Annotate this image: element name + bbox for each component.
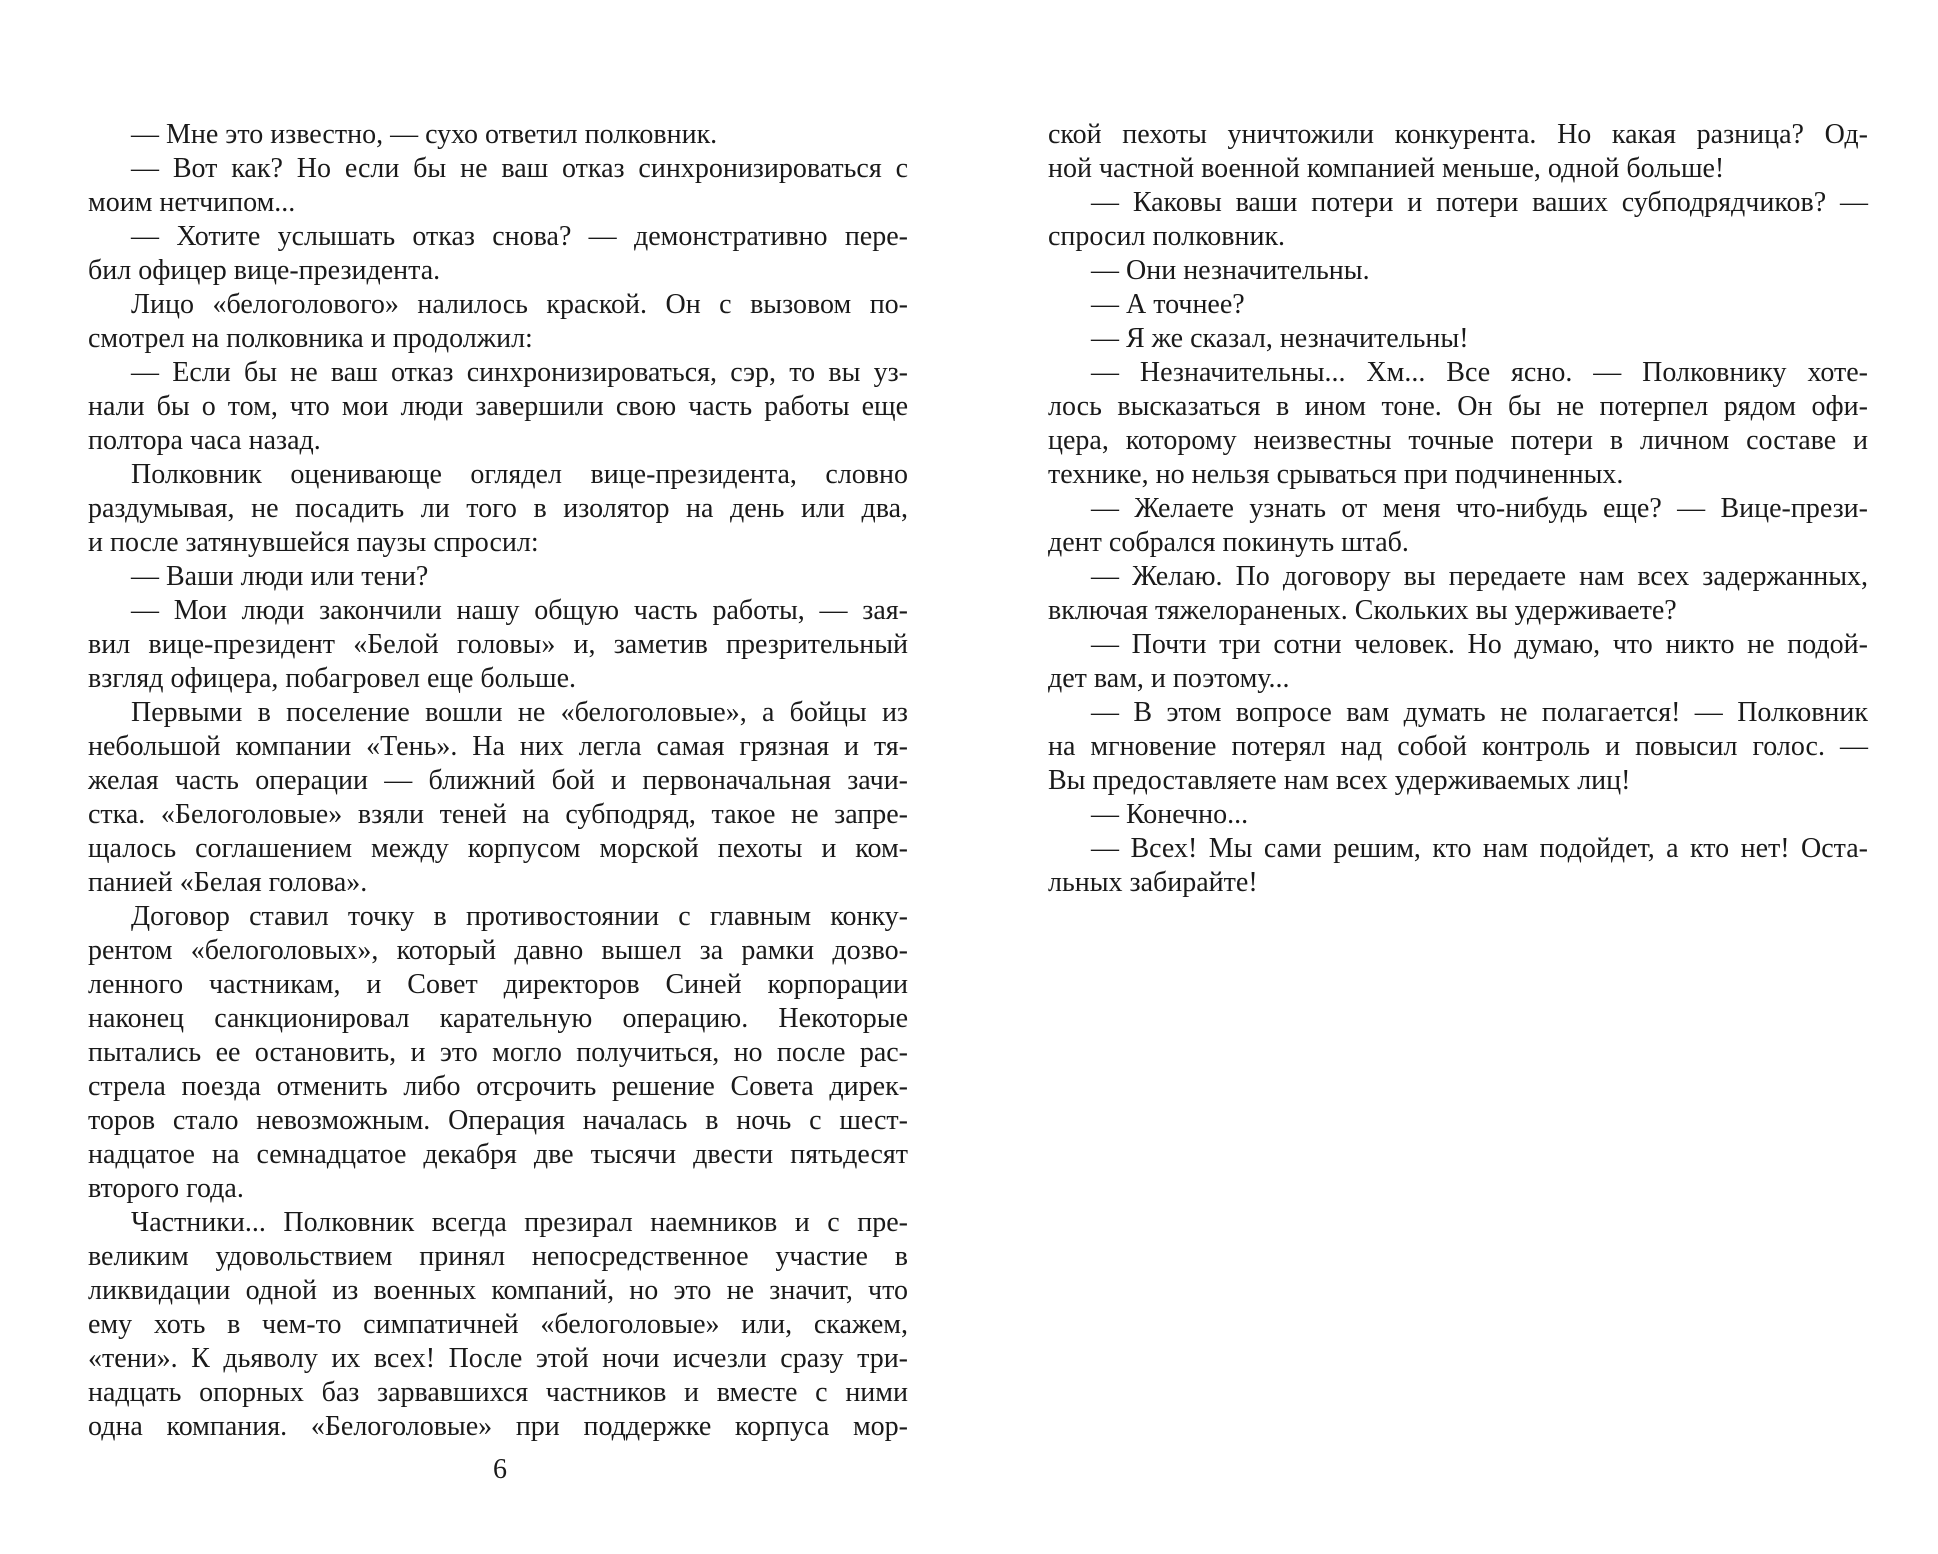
text-line: — Незначительны... Хм... Все ясно. — Полковнику хоте- — [1091, 357, 1868, 388]
text-line: Первыми в поселение вошли не «белоголовые», а бойцы из — [131, 697, 908, 728]
text-line: — Почти три сотни человек. Но думаю, что никто не подой- — [1091, 629, 1868, 660]
text-line: смотрел на полковника и продолжил: — [88, 323, 533, 354]
text-line: вил вице-президент «Белой головы» и, заметив презрительный — [88, 629, 908, 660]
text-line: на мгновение потерял над собой контроль и повысил голос. — — [1048, 731, 1868, 762]
text-line: — Конечно... — [1091, 799, 1249, 830]
text-line: — Я же сказал, незначительны! — [1091, 323, 1469, 354]
text-line: нали бы о том, что мои люди завершили свою часть работы еще — [88, 391, 908, 422]
text-line: небольшой компании «Тень». На них легла самая грязная и тя- — [88, 731, 908, 762]
text-line: спросил полковник. — [1048, 221, 1286, 252]
text-line: полтора часа назад. — [88, 425, 321, 456]
text-line: надцать опорных баз зарвавшихся частников и вместе с ними — [88, 1377, 908, 1408]
text-line: — Мне это известно, — сухо ответил полковник. — [131, 119, 718, 150]
text-line: — Если бы не ваш отказ синхронизироваться, сэр, то вы уз- — [131, 357, 908, 388]
text-line: надцатое на семнадцатое декабря две тысячи двести пятьдесят — [88, 1139, 908, 1170]
text-line: — Желаю. По договору вы передаете нам всех задержанных, — [1091, 561, 1868, 592]
text-line: ной частной военной компанией меньше, одной больше! — [1048, 153, 1725, 184]
text-line: моим нетчипом... — [88, 187, 296, 218]
text-line: стка. «Белоголовые» взяли теней на субподряд, такое не запре- — [88, 799, 908, 830]
text-line: «тени». К дьяволу их всех! После этой ночи исчезли сразу три- — [88, 1343, 908, 1374]
text-line: лось высказаться в ином тоне. Он бы не потерпел рядом офи- — [1048, 391, 1868, 422]
text-line: дент собрался покинуть штаб. — [1048, 527, 1409, 558]
text-line: торов стало невозможным. Операция началась в ночь с шест- — [88, 1105, 908, 1136]
text-line: великим удовольствием принял непосредственное участие в — [88, 1241, 908, 1272]
left-page — [88, 118, 908, 1444]
text-line: стрела поезда отменить либо отсрочить решение Совета дирек- — [88, 1071, 908, 1102]
page-number: 6 — [493, 1454, 507, 1485]
text-line: — Хотите услышать отказ снова? — демонстративно пере- — [131, 221, 908, 252]
text-line: ликвидации одной из военных компаний, но это не значит, что — [88, 1275, 908, 1306]
text-line: — Всех! Мы сами решим, кто нам подойдет, а кто нет! Оста- — [1091, 833, 1868, 864]
text-line: взгляд офицера, побагровел еще больше. — [88, 663, 577, 694]
text-line: — Ваши люди или тени? — [131, 561, 429, 592]
text-line: одна компания. «Белоголовые» при поддержке корпуса мор- — [88, 1411, 908, 1442]
text-line: Полковник оценивающе оглядел вице-президента, словно — [131, 459, 908, 490]
text-line: — Они незначительны. — [1091, 255, 1370, 286]
text-line: ской пехоты уничтожили конкурента. Но какая разница? Од- — [1048, 119, 1868, 150]
text-line: технике, но нельзя срываться при подчиненных. — [1048, 459, 1624, 490]
text-line: — Каковы ваши потери и потери ваших субподрядчиков? — — [1091, 187, 1868, 218]
text-line: наконец санкционировал карательную операцию. Некоторые — [88, 1003, 908, 1034]
text-line: — Вот как? Но если бы не ваш отказ синхронизироваться с — [131, 153, 908, 184]
text-line: Лицо «белоголового» налилось краской. Он с вызовом по- — [131, 289, 908, 320]
text-line: — Мои люди закончили нашу общую часть работы, — зая- — [131, 595, 908, 626]
text-line: — Желаете узнать от меня что-нибудь еще? — Вице-прези- — [1091, 493, 1868, 524]
text-line: — В этом вопросе вам думать не полагается! — Полковник — [1091, 697, 1868, 728]
text-line: желая часть операции — ближний бой и первоначальная зачи- — [88, 765, 908, 796]
text-line: Частники... Полковник всегда презирал наемников и с пре- — [131, 1207, 908, 1238]
text-line: Договор ставил точку в противостоянии с главным конку- — [131, 901, 908, 932]
text-line: цера, которому неизвестны точные потери в личном составе и — [1048, 425, 1868, 456]
text-line: льных забирайте! — [1048, 867, 1258, 898]
text-line: бил офицер вице-президента. — [88, 255, 441, 286]
text-line: ему хоть в чем-то симпатичней «белоголовые» или, скажем, — [88, 1309, 908, 1340]
text-line: ленного частникам, и Совет директоров Синей корпорации — [88, 969, 908, 1000]
text-line: и после затянувшейся паузы спросил: — [88, 527, 539, 558]
text-line: включая тяжелораненых. Скольких вы удерживаете? — [1048, 595, 1677, 626]
text-line: Вы предоставляете нам всех удерживаемых лиц! — [1048, 765, 1631, 796]
text-line: панией «Белая голова». — [88, 867, 368, 898]
text-line: — А точнее? — [1091, 289, 1245, 320]
text-line: раздумывая, не посадить ли того в изолятор на день или два, — [88, 493, 908, 524]
text-line: пытались ее остановить, и это могло получиться, но после рас- — [88, 1037, 908, 1068]
text-line: дет вам, и поэтому... — [1048, 663, 1290, 694]
text-line: рентом «белоголовых», который давно вышел за рамки дозво- — [88, 935, 908, 966]
text-line: второго года. — [88, 1173, 244, 1204]
right-page — [1048, 118, 1868, 900]
text-line: щалось соглашением между корпусом морской пехоты и ком- — [88, 833, 908, 864]
